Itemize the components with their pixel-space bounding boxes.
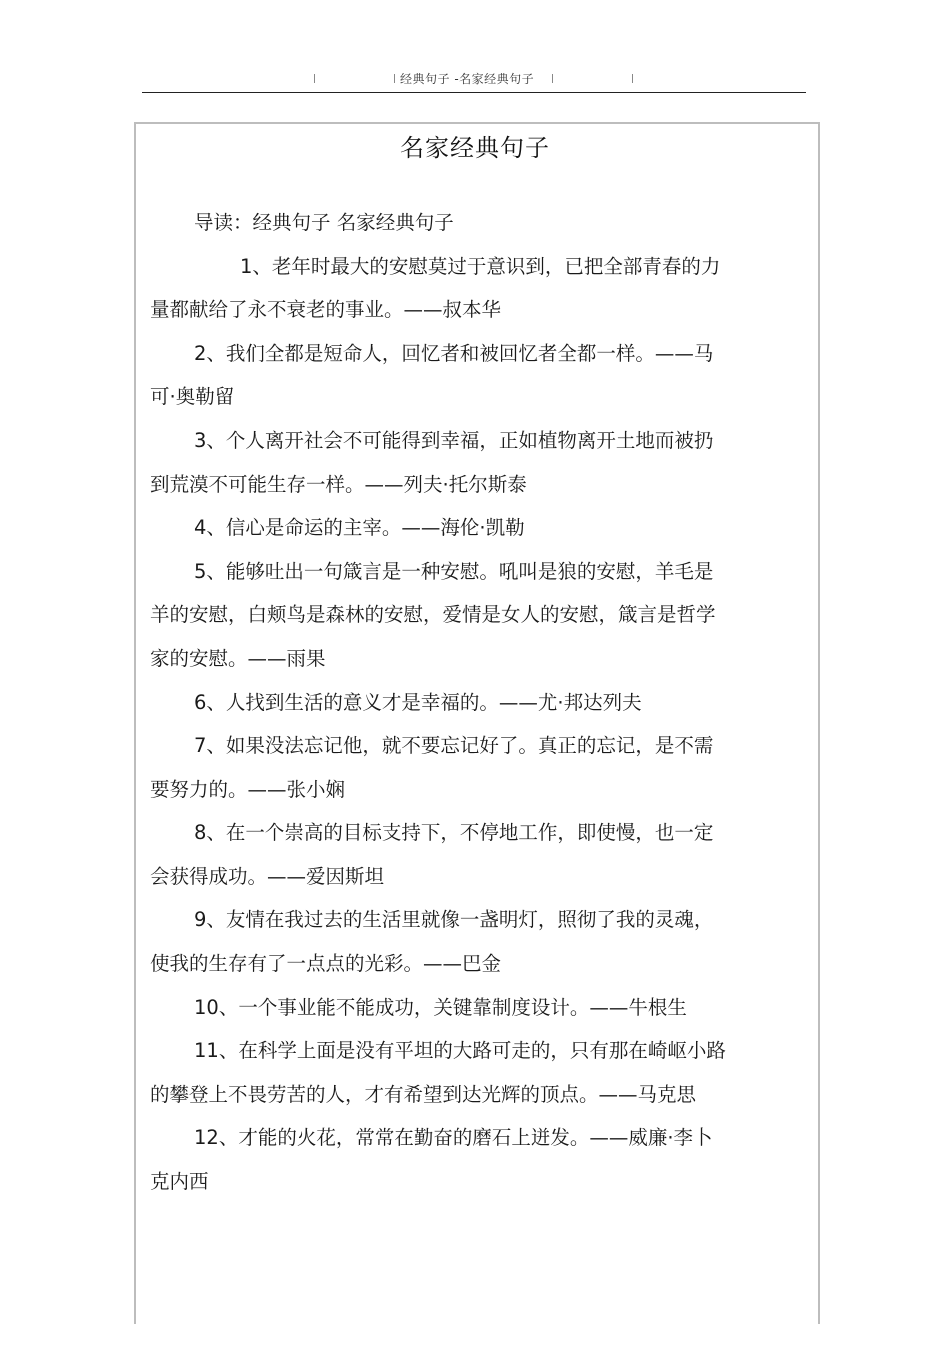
quote-line: 1、老年时最大的安慰莫过于意识到，已把全部青春的力	[240, 255, 721, 278]
quote-line: 量都献给了永不衰老的事业。——叔本华	[150, 298, 502, 321]
quote-line: 到荒漠不可能生存一样。——列夫·托尔斯泰	[150, 473, 527, 496]
header-tick-mark	[394, 74, 395, 83]
quote-line: 11、在科学上面是没有平坦的大路可走的，只有那在崎岖小路	[194, 1039, 726, 1062]
quote-line: 2、我们全都是短命人，回忆者和被回忆者全都一样。——马	[194, 342, 714, 365]
header-text: 经典句子 -名家经典句子	[400, 72, 535, 86]
header-tick-mark	[552, 74, 553, 83]
quote-line: 的攀登上不畏劳苦的人，才有希望到达光辉的顶点。——马克思	[150, 1083, 697, 1106]
quote-line: 羊的安慰，白颊鸟是森林的安慰，爱情是女人的安慰，箴言是哲学	[150, 603, 716, 626]
intro-line: 导读：经典句子 名家经典句子	[194, 211, 454, 234]
quote-line: 会获得成功。——爱因斯坦	[150, 865, 385, 888]
header-tick-mark	[314, 74, 315, 83]
quote-line: 10、一个事业能不能成功，关键靠制度设计。——牛根生	[194, 996, 687, 1019]
page-header	[142, 66, 806, 93]
document-title: 名家经典句子	[400, 134, 550, 162]
quote-line: 可·奥勒留	[150, 385, 235, 408]
quote-line: 12、才能的火花，常常在勤奋的磨石上迸发。——威廉·李卜	[194, 1126, 713, 1149]
header-tick-mark	[632, 74, 633, 83]
quote-line: 7、如果没法忘记他，就不要忘记好了。真正的忘记，是不需	[194, 734, 714, 757]
quote-line: 8、在一个崇高的目标支持下，不停地工作，即使慢，也一定	[194, 821, 714, 844]
quote-line: 6、人找到生活的意义才是幸福的。——尤·邦达列夫	[194, 691, 642, 714]
quote-line: 9、友情在我过去的生活里就像一盏明灯，照彻了我的灵魂，	[194, 908, 714, 931]
quote-line: 家的安慰。——雨果	[150, 647, 326, 670]
quote-line: 3、个人离开社会不可能得到幸福，正如植物离开土地而被扔	[194, 429, 714, 452]
quote-line: 4、信心是命运的主宰。——海伦·凯勒	[194, 516, 525, 539]
quote-line: 克内西	[150, 1170, 209, 1193]
quote-line: 5、能够吐出一句箴言是一种安慰。吼叫是狼的安慰，羊毛是	[194, 560, 714, 583]
quote-line: 使我的生存有了一点点的光彩。——巴金	[150, 952, 502, 975]
quote-line: 要努力的。——张小娴	[150, 778, 346, 801]
